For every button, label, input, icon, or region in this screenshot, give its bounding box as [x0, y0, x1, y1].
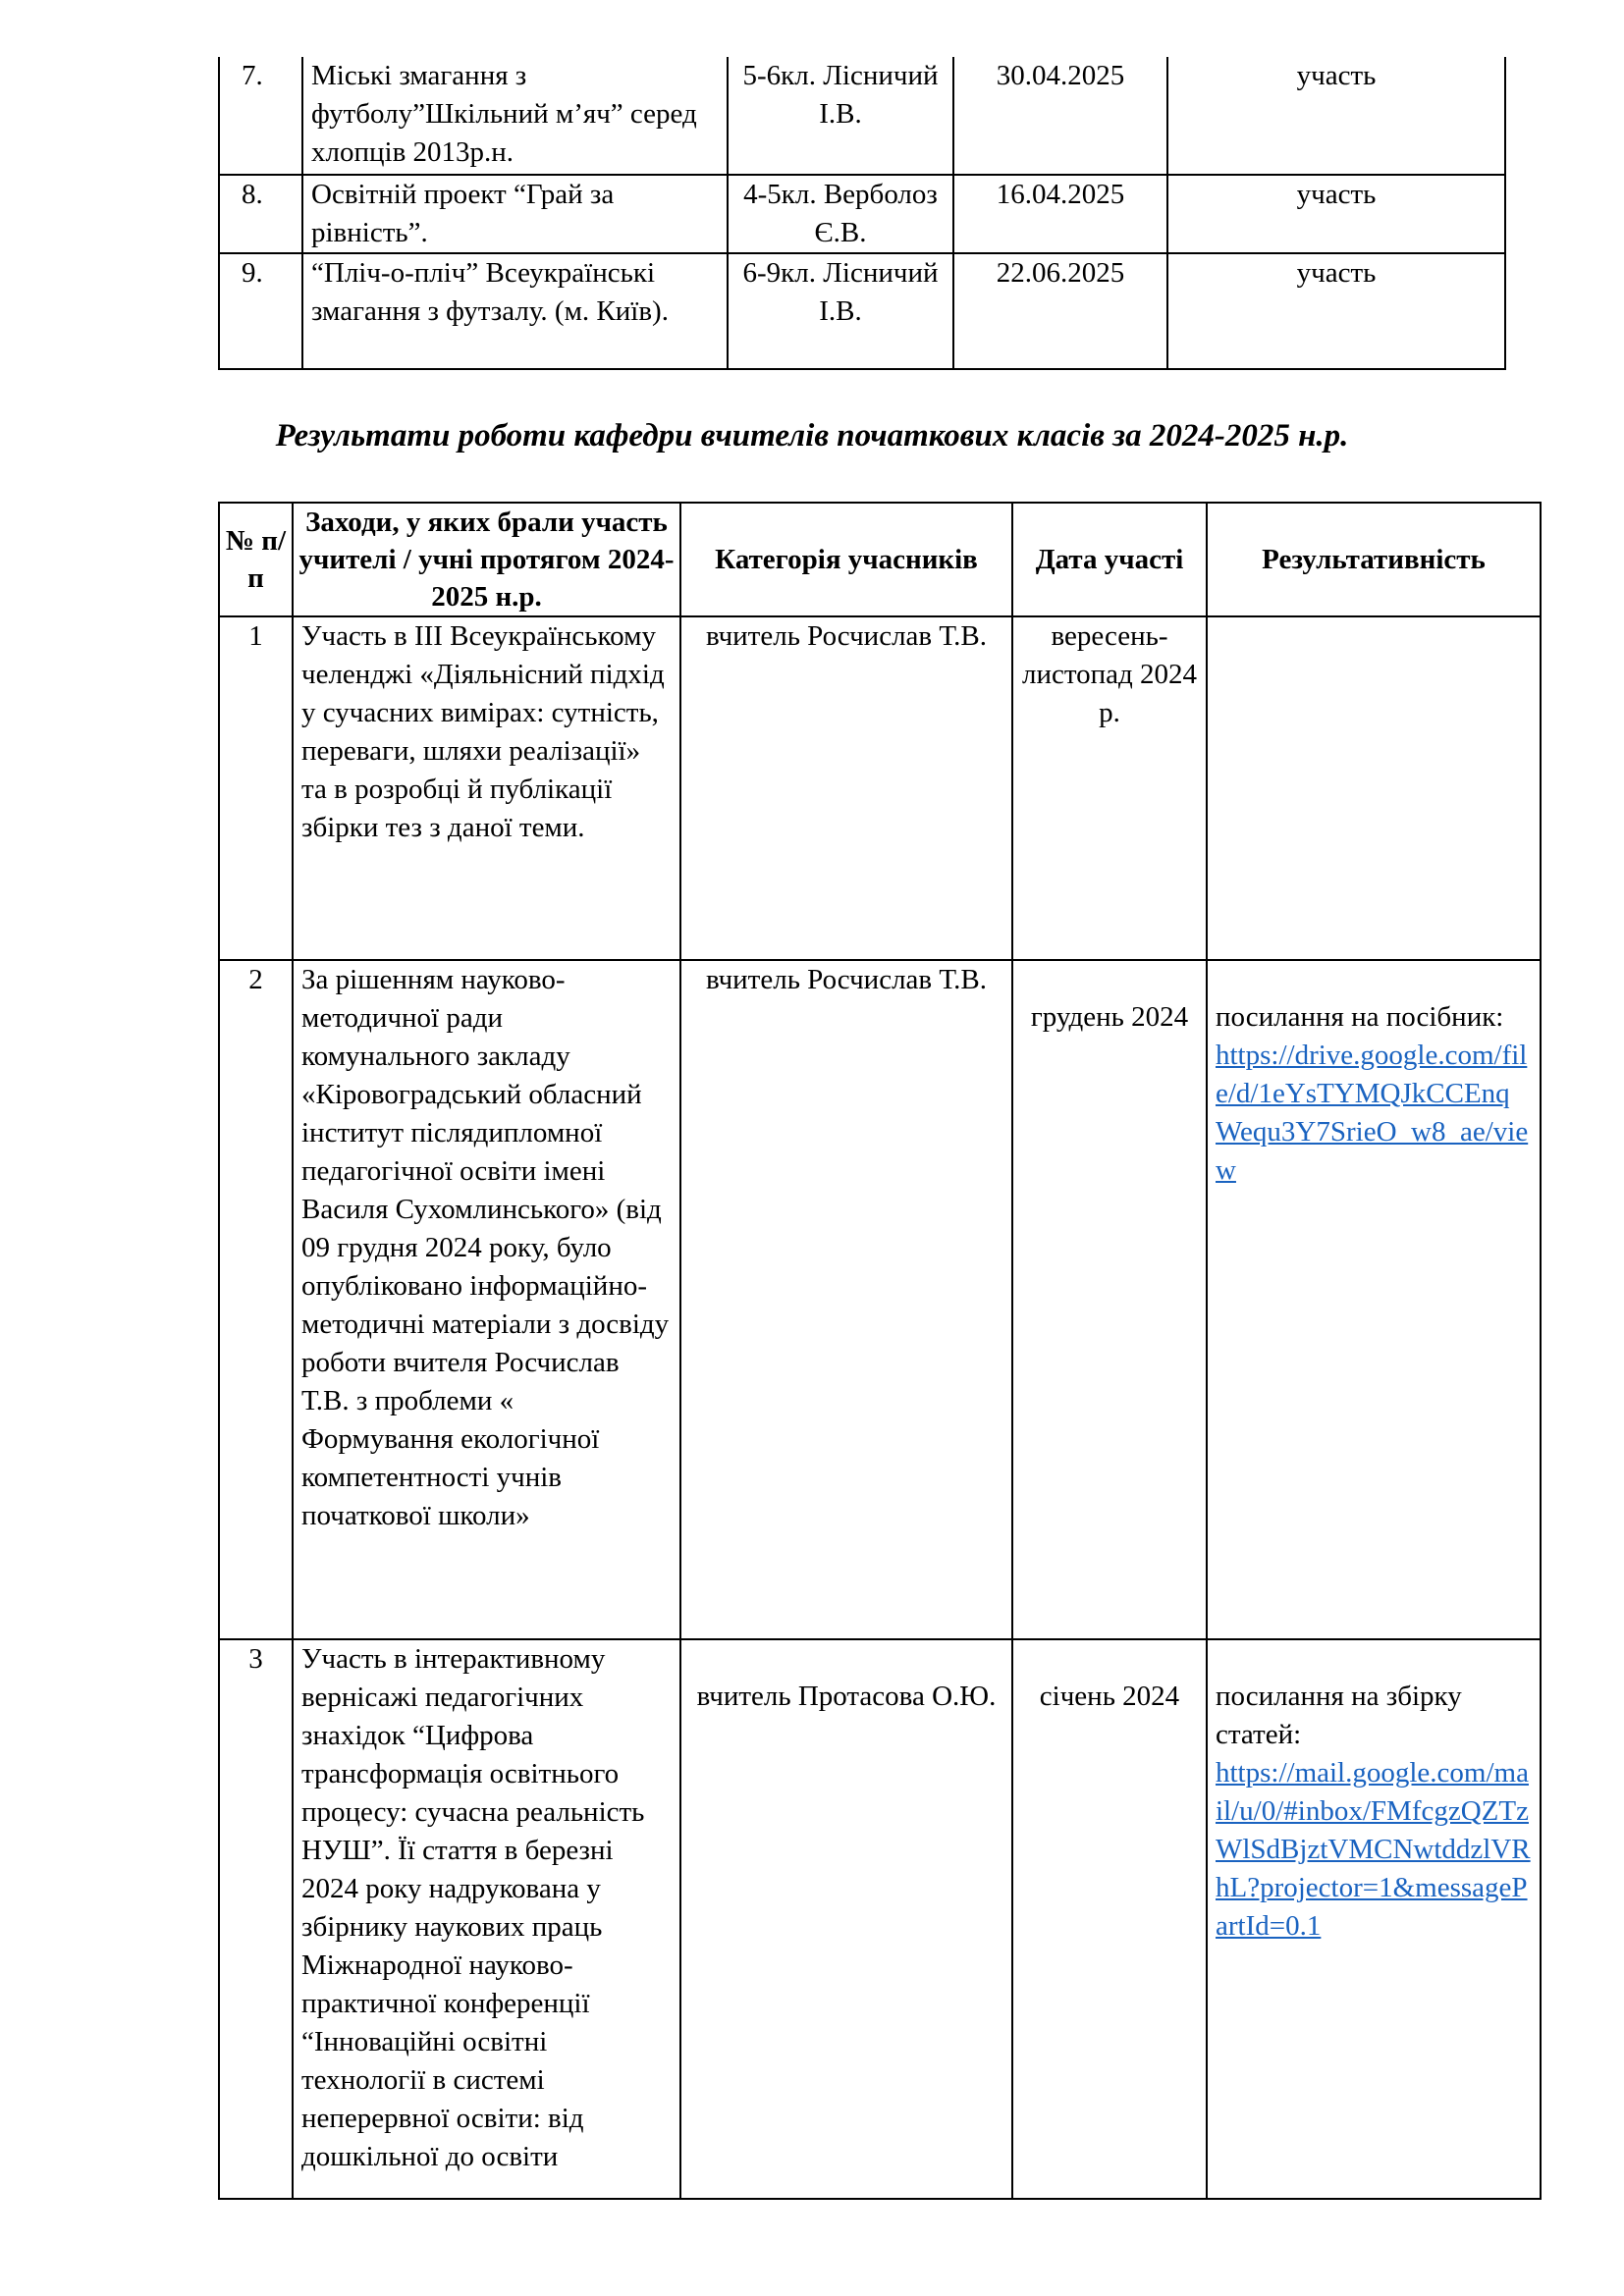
row-number: 9.: [219, 253, 302, 369]
participant-category-text: вчитель Протасова О.Ю.: [696, 1681, 997, 1712]
table-row: [219, 175, 1505, 253]
result-caption: посилання на посібник:: [1216, 1001, 1504, 1033]
participant-category: вчитель Росчислав Т.В.: [680, 960, 1012, 1639]
participant-category: вчитель Росчислав Т.В.: [680, 616, 1012, 960]
event-description: За рішенням науково-методичної ради комунального закладу «Кіровоградський обласний інститут післядипломної педагогічної освіти імені Василя Сухомлинського» (від 09 грудня 2024 року, було опубліковано інформаційно-методичні матеріали з досвіду роботи вчителя Росчислав Т.В. з проблеми « Формування екологічної компетентності учнів початкової школи»: [293, 960, 680, 1639]
event-date: 16.04.2025: [953, 175, 1167, 253]
table-row: [219, 1639, 1541, 2199]
manual-link[interactable]: https://drive.google.com/file/d/1eYsTYMQJkCCEnqWequ3Y7SrieO_w8_ae/view: [1216, 1040, 1529, 1186]
event-result: участь: [1167, 175, 1505, 253]
event-name: Міські змагання з футболу”Шкільний м’яч” серед хлопців 2013р.н.: [302, 57, 728, 175]
row-number: 7.: [219, 57, 302, 175]
participation-date: [1012, 960, 1207, 1639]
event-description: Участь в інтерактивному вернісажі педагогічних знахідок “Цифрова трансформація освітнього процесу: сучасна реальність НУШ”. Її стаття в березні 2024 року надрукована у збірнику наукових праць Міжнародної науково-практичної конференції “Інноваційні освітні технології в системі неперервної освіти: від дошкільної до освіти: [293, 1639, 680, 2199]
header-result: Результативність: [1207, 503, 1541, 616]
articles-collection-link[interactable]: https://mail.google.com/mail/u/0/#inbox/FMfcgzQZTzWlSdBjztVMCNwtddzlVRhL?projector=1&messagePartId=0.1: [1216, 1757, 1531, 1942]
participation-date-text: січень 2024: [1039, 1681, 1180, 1712]
event-result: участь: [1167, 57, 1505, 175]
table-row: [219, 253, 1505, 369]
participation-date: [1012, 1639, 1207, 2199]
row-number: 3: [219, 1639, 293, 2199]
row-number: 8.: [219, 175, 302, 253]
event-date: 22.06.2025: [953, 253, 1167, 369]
activities-table-continuation: [218, 57, 1506, 370]
section-title: Результати роботи кафедри вчителів початкових класів за 2024-2025 н.р.: [275, 418, 1349, 454]
result-cell: [1207, 616, 1541, 960]
result-caption: посилання на збірку статей:: [1216, 1681, 1462, 1750]
participation-date-text: грудень 2024: [1030, 1001, 1189, 1033]
event-date: 30.04.2025: [953, 57, 1167, 175]
result-cell: [1207, 960, 1541, 1639]
event-description: Участь в ІІІ Всеукраїнському челенджі «Діяльнісний підхід у сучасних вимірах: сутність, переваги, шляхи реалізації» та в розробці й публікації збірки тез з даної теми.: [293, 616, 680, 960]
header-category: Категорія учасників: [680, 503, 1012, 616]
participation-date: вересень-листопад 2024 р.: [1012, 616, 1207, 960]
table-row: [219, 960, 1541, 1639]
participants: 5-6кл. Лісничий І.В.: [728, 57, 953, 175]
result-cell: [1207, 1639, 1541, 2199]
event-result: участь: [1167, 253, 1505, 369]
participants: 4-5кл. Верболоз Є.В.: [728, 175, 953, 253]
row-number: 2: [219, 960, 293, 1639]
results-table: [218, 502, 1542, 2200]
event-name: “Пліч-о-пліч” Всеукраїнські змагання з футзалу. (м. Київ).: [302, 253, 728, 369]
table-header-row: [219, 503, 1541, 616]
header-number: № п/п: [219, 503, 293, 616]
event-name: Освітній проект “Грай за рівність”.: [302, 175, 728, 253]
participants: 6-9кл. Лісничий І.В.: [728, 253, 953, 369]
table-row: [219, 57, 1505, 175]
header-event: Заходи, у яких брали участь учителі / учні протягом 2024-2025 н.р.: [293, 503, 680, 616]
participant-category: [680, 1639, 1012, 2199]
header-date: Дата участі: [1012, 503, 1207, 616]
row-number: 1: [219, 616, 293, 960]
table-row: [219, 616, 1541, 960]
